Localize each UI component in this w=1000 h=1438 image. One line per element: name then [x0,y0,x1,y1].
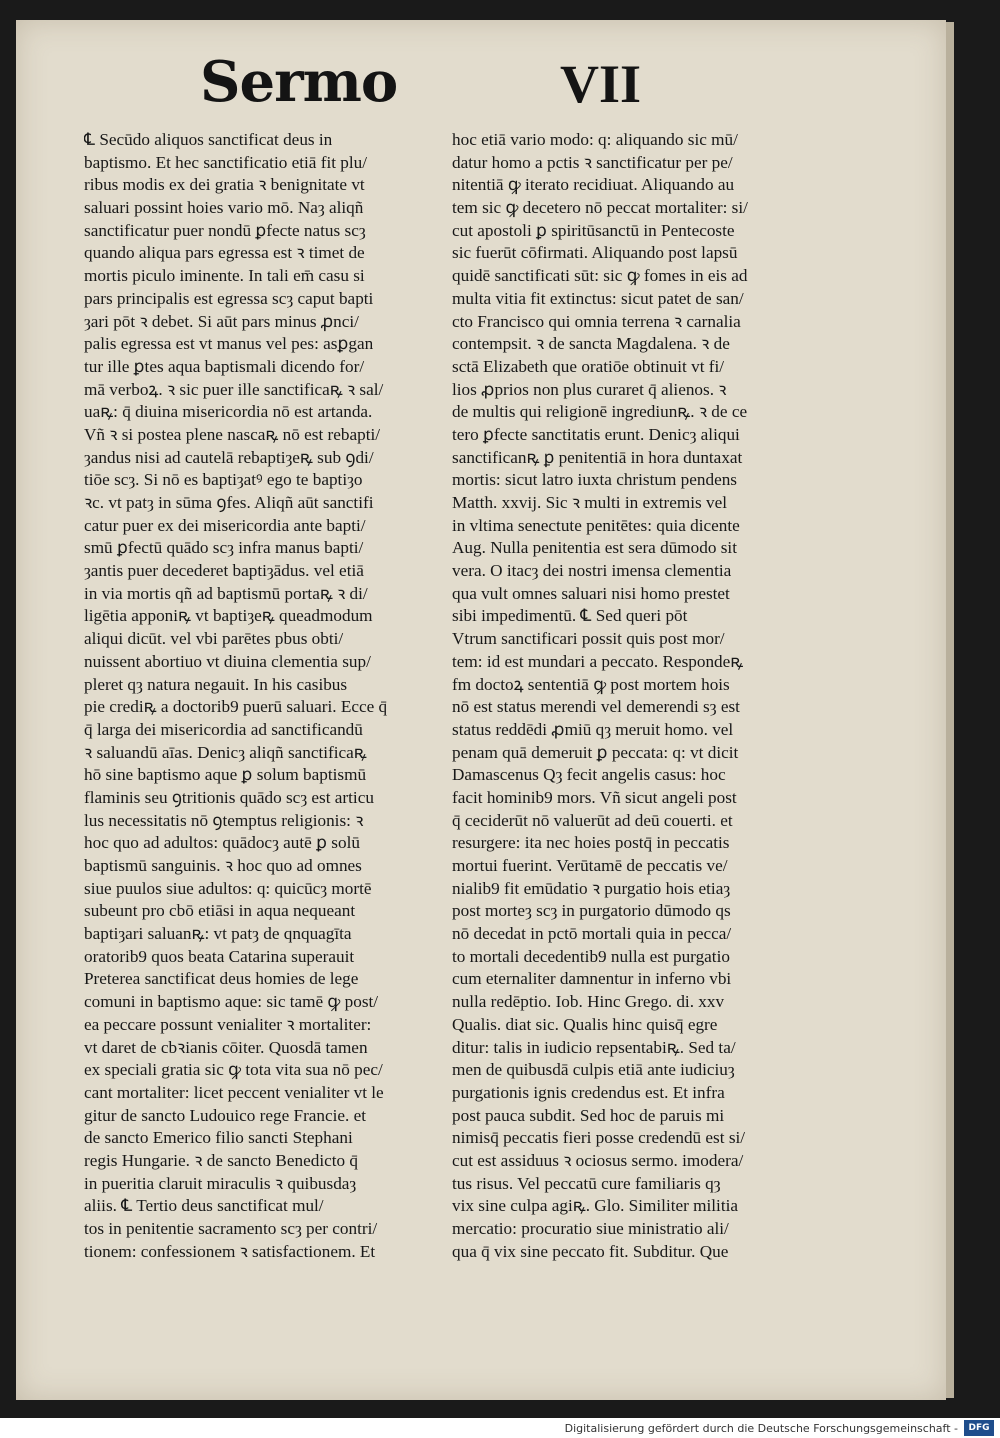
text-line: ꝛc. vt patȝ in sūma ꝯfes. Aliqñ aūt sanctifi [84,493,374,512]
text-line: quidē sanctificati sūt: sic ꝙ fomes in eis ad [452,266,748,286]
dfg-logo: DFG [964,1420,994,1436]
text-line: tur ille ꝑtes aqua baptismali dicendo for/ [84,356,365,376]
left-text-column [84,129,454,1263]
text-line: uaꝶ: q̄ diuina misericordia nō est artanda. [84,402,373,422]
text-line: post morteȝ scȝ in purgatorio dūmodo qs [452,901,731,921]
text-line: nialib9 fit emūdatio ꝛ purgatio hois etiaȝ [452,878,731,898]
text-line: hoc quo ad adultos: quādocȝ autē ꝑ solū [84,833,360,853]
text-line: ȝandus nisi ad cautelā rebaptiȝeꝶ sub ꝯdi/ [84,447,374,467]
text-line: status reddēdi ꝓmiū qȝ meruit homo. vel [452,719,734,739]
text-line: Aug. Nulla penitentia est sera dūmodo sit [452,538,737,558]
text-line: tem sic ꝙ decetero nō peccat mortaliter: si/ [452,198,748,218]
text-line: Vñ ꝛ si postea plene nascaꝶ nō est rebapti/ [84,424,381,444]
text-line: mercatio: procuratio siue ministratio ali/ [452,1219,729,1238]
text-line: lus necessitatis nō ꝯtemptus religionis: ꝛ [84,810,364,830]
text-line: gitur de sancto Ludouico rege Francie. et [84,1105,367,1125]
text-line: tiōe scȝ. Si nō es baptiȝatꝰ ego te baptiȝo [84,470,363,490]
text-line: mortis piculo iminente. In tali em̄ casu si [84,266,365,286]
text-line: datur homo a pctis ꝛ sanctificatur per pe/ [452,152,733,172]
text-line: pleret qȝ natura negauit. In his casibus [84,674,348,694]
text-line: hoc etiā vario modo: q: aliquando sic mū/ [452,130,738,149]
text-line: penam quā demeruit ꝑ peccata: q: vt dicit [452,742,739,762]
text-line: aliis. ℄ Tertio deus sanctificat mul/ [84,1196,324,1216]
text-line: Qualis. diat sic. Qualis hinc quisq̄ egre [452,1014,718,1034]
text-line: nitentiā ꝙ iterato recidiuat. Aliquando au [452,175,735,195]
text-line: baptiȝari saluanꝶ: vt patȝ de qnquagīta [84,924,352,944]
text-line: men de quibusdā culpis etiā ante iudiciuȝ [452,1060,735,1080]
text-line: subeunt pro cbō etiāsi in aqua nequeant [84,901,356,921]
text-line: ditur: talis in iudicio repsentabiꝶ. Sed ta/ [452,1037,736,1057]
text-line: ribus modis ex dei gratia ꝛ benignitate vt [84,175,365,195]
text-line: vix sine culpa agiꝶ. Glo. Similiter militia [452,1196,739,1216]
text-line: palis egressa est vt manus vel pes: asꝑgan [84,334,374,354]
text-line: regis Hungarie. ꝛ de sancto Benedicto q̄ [84,1150,358,1170]
text-line: mortis: sicut latro iuxta christum pendens [452,470,737,490]
text-line: mā verboꝝ. ꝛ sic puer ille sanctificaꝶ ꝛ sal/ [84,379,384,399]
text-line: resurgere: ita nec hoies postq̄ in peccatis [452,833,730,853]
text-line: nuissent abortiuo vt diuina clementia sup/ [84,651,371,671]
funding-note: Digitalisierung gefördert durch die Deutsche Forschungsgemeinschaft - [564,1422,958,1435]
text-line: baptismo. Et hec sanctificatio etiā fit plu/ [84,152,368,172]
text-line: tionem: confessionem ꝛ satisfactionem. Et [84,1241,376,1261]
page-title: Sermo [200,49,398,115]
text-line: nulla redēptio. Iob. Hinc Grego. di. xxv [452,992,725,1012]
text-line: sibi impedimentū. ℄ Sed queri pōt [452,606,688,626]
text-line: post pauca subdit. Sed hoc de paruis mi [452,1105,725,1125]
text-line: in vltima senectute penitētes: quia dicente [452,515,740,535]
text-line: Matth. xxvij. Sic ꝛ multi in extremis vel [452,493,728,512]
text-line: catur puer ex dei misericordia ante bapti/ [84,515,366,535]
text-line: vt daret de cbꝛianis cōiter. Quosdā tamen [84,1037,368,1057]
text-line: sic fuerūt cōfirmati. Aliquando post lapsū [452,243,738,263]
text-line: cant mortaliter: licet peccent venialiter vt le [84,1082,384,1102]
right-text-column [452,129,822,1263]
text-line: comuni in baptismo aque: sic tamē ꝙ post/ [84,992,379,1012]
text-line: lios ꝓprios non plus curaret q̄ alienos. ꝛ [452,379,727,399]
text-line: siue puulos siue adultos: q: quicūcȝ mortē [84,878,372,898]
text-line: ea peccare possunt venialiter ꝛ mortaliter: [84,1014,372,1034]
text-line: cum eternaliter damnentur in inferno vbi [452,969,732,989]
text-line: sctā Elizabeth que oratiōe obtinuit vt fi/ [452,356,725,376]
sermon-number: VII [560,54,642,114]
text-line: nō decedat in pctō mortali quia in pecca/ [452,924,732,944]
text-line: ȝari pōt ꝛ debet. Si aūt pars minus ꝓnci/ [84,311,359,331]
text-line: ligētia apponiꝶ vt baptiȝeꝶ queadmodum [84,606,373,626]
text-line: multa vitia fit extinctus: sicut patet de san/ [452,288,744,308]
text-line: ȝantis puer decederet baptiȝādus. vel etiā [84,561,364,581]
text-line: mortui fuerint. Verūtamē de peccatis ve/ [452,856,728,875]
text-line: to mortali decedentib9 nulla est purgatio [452,946,730,966]
text-line: Preterea sanctificat deus homies de lege [84,969,359,989]
text-line: qua vult omnes saluari nisi homo prestet [452,583,730,603]
text-line: pie crediꝶ a doctorib9 puerū saluari. Ecce q̄ [84,697,388,717]
text-line: Damascenus Qȝ fecit angelis casus: hoc [452,765,726,785]
text-line: baptismū sanguinis. ꝛ hoc quo ad omnes [84,856,362,875]
text-line: hō sine baptismo aque ꝑ solum baptismū [84,765,367,785]
text-line: in pueritia claruit miraculis ꝛ quibusdaȝ [84,1173,357,1193]
text-line: contempsit. ꝛ de sancta Magdalena. ꝛ de [452,334,730,354]
text-line: ex speciali gratia sic ꝙ tota vita sua nō pec/ [84,1060,383,1080]
text-line: cto Francisco qui omnia terrena ꝛ carnalia [452,311,741,331]
text-line: pars principalis est egressa scȝ caput bapti [84,288,374,308]
text-line: quando aliqua pars egressa est ꝛ timet de [84,243,365,263]
text-line: nimisq̄ peccatis fieri posse credendū est si/ [452,1128,746,1148]
text-line: tero ꝑfecte sanctitatis erunt. Denicȝ aliqui [452,424,740,444]
text-line: q̄ larga dei misericordia ad sanctificandū [84,719,363,739]
page-edge [946,22,954,1398]
text-line: de multis qui religionē ingrediunꝶ. ꝛ de ce [452,402,748,422]
text-line: oratorib9 quos beata Catarina superauit [84,946,355,966]
text-line: vera. O itacȝ dei nostri imensa clementia [452,561,732,581]
text-line: tem: id est mundari a peccato. Respondeꝶ [452,651,744,671]
text-line: Vtrum sanctificari possit quis post mor/ [452,629,725,649]
text-line: tus risus. Vel peccatū cure familiaris qȝ [452,1173,721,1193]
text-line: tos in penitentie sacramento scȝ per contri/ [84,1219,378,1238]
text-line: q̄ ceciderūt nō valuerūt ad deū couerti. et [452,810,733,830]
text-line: fm doctoꝝ sententiā ꝙ post mortem hois [452,674,730,694]
text-line: sanctificanꝶ ꝑ penitentiā in hora duntaxat [452,447,743,467]
text-line: saluari possint hoies vario mō. Naȝ aliqñ [84,198,364,218]
text-line: flaminis seu ꝯtritionis quādo scȝ est articu [84,787,374,807]
text-line: ℄ Secūdo aliquos sanctificat deus in [84,130,333,149]
text-line: smū ꝑfectū quādo scȝ infra manus bapti/ [84,538,364,558]
text-line: in via mortis qñ ad baptismū portaꝶ ꝛ di/ [84,583,368,603]
text-line: nō est status merendi vel demerendi sȝ est [452,697,740,717]
text-line: de sancto Emerico filio sancti Stephani [84,1128,353,1148]
text-line: qua q̄ vix sine peccato fit. Subditur. Que [452,1241,729,1261]
text-line: purgationis ignis credendus est. Et infra [452,1082,725,1102]
text-line: cut apostoli ꝑ spiritūsanctū in Pentecoste [452,220,735,240]
text-line: facit hominib9 mors. Vñ sicut angeli post [452,787,737,807]
text-line: sanctificatur puer nondū ꝑfecte natus scȝ [84,220,366,240]
text-line: aliqui dicūt. vel vbi parētes pbus obti/ [84,629,344,649]
text-line: ꝛ saluandū aīas. Denicȝ aliqñ sanctificaꝶ [84,742,367,762]
text-line: cut est assiduus ꝛ ociosus sermo. imodera/ [452,1150,744,1170]
